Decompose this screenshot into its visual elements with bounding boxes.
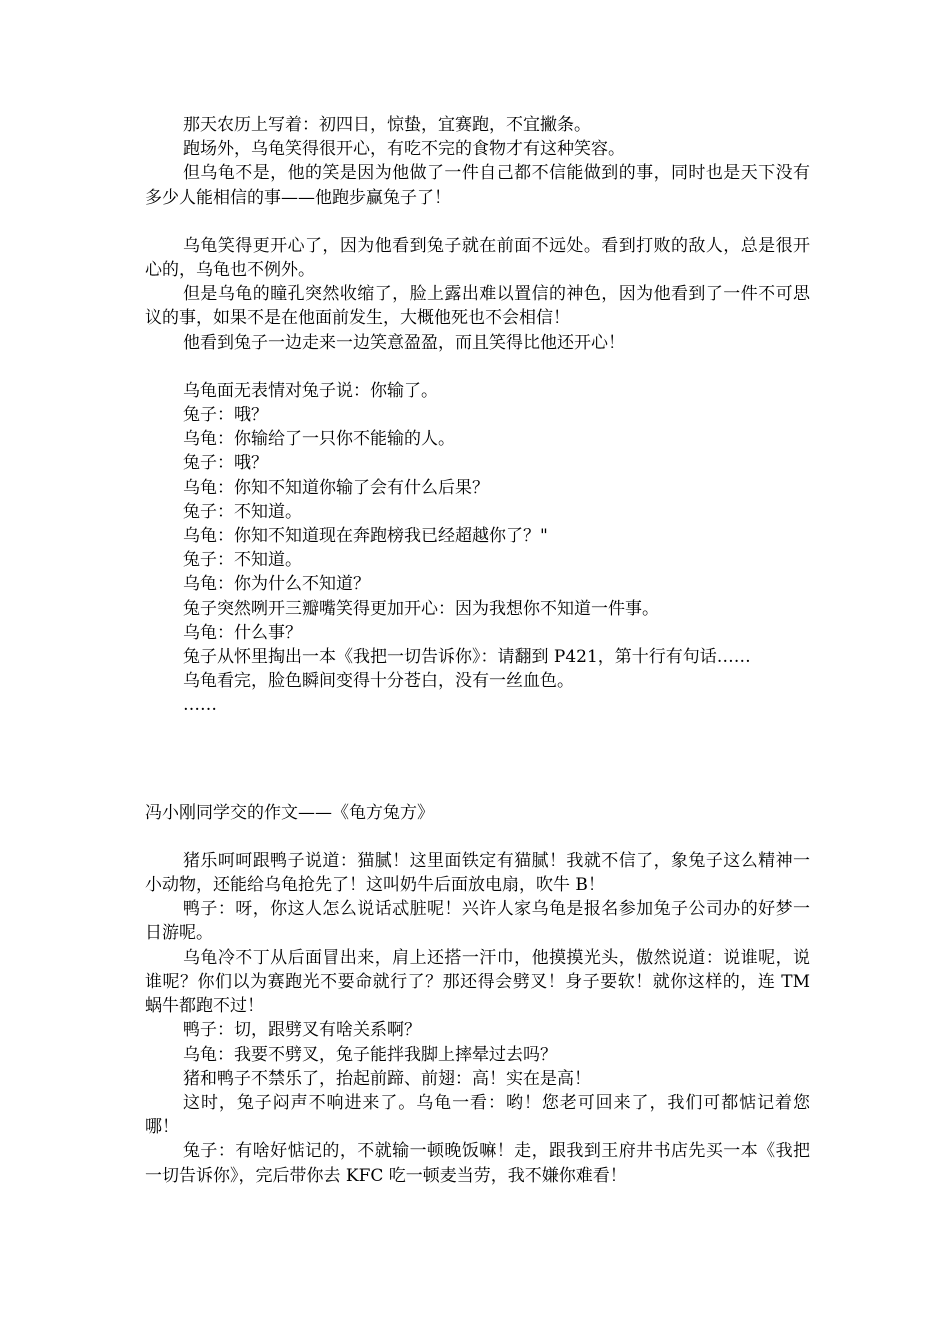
paragraph: 但是乌龟的瞳孔突然收缩了，脸上露出难以置信的神色，因为他看到了一件不可思议的事，如果不是在他面前发生，大概他死也不会相信！	[145, 284, 810, 329]
section-rabbit-appears	[145, 234, 810, 355]
paragraph-gap	[145, 825, 810, 849]
paragraph-gap	[145, 355, 810, 379]
paragraph: 跑场外，乌龟笑得很开心，有吃不完的食物才有这种笑容。	[183, 139, 625, 160]
dialogue-line: 乌龟面无表情对兔子说：你输了。	[183, 380, 438, 401]
paragraph: 乌龟：我要不劈叉，兔子能拌我脚上摔晕过去吗？	[183, 1044, 557, 1065]
section-dialogue	[145, 379, 810, 718]
dialogue-line: 乌龟：你知不知道现在奔跑榜我已经超越你了？"	[183, 526, 548, 547]
dialogue-line: 兔子：哦？	[183, 405, 268, 426]
section-gap	[145, 718, 810, 801]
paragraph: 乌龟笑得更开心了，因为他看到兔子就在前面不远处。看到打败的敌人，总是很开心的，乌龟也不例外。	[145, 235, 810, 281]
paragraph: 他看到兔子一边走来一边笑意盈盈，而且笑得比他还开心！	[183, 332, 625, 353]
dialogue-line: 兔子：不知道。	[183, 550, 302, 571]
dialogue-line: 兔子：不知道。	[183, 501, 302, 522]
dialogue-line: 乌龟：你输给了一只你不能输的人。	[183, 429, 455, 450]
paragraph: 鸭子：切，跟劈叉有啥关系啊？	[183, 1020, 421, 1041]
section-race-result	[145, 113, 810, 210]
paragraph: 鸭子：呀，你这人怎么说话忒脏呢！兴许人家乌龟是报名参加兔子公司办的好梦一日游呢。	[145, 899, 810, 944]
paragraph-gap	[145, 210, 810, 234]
paragraph: 猪和鸭子不禁乐了，抬起前蹄、前翅：高！实在是高！	[183, 1068, 591, 1089]
dialogue-line: 兔子从怀里掏出一本《我把一切告诉你》：请翻到 P421，第十行有句话……	[183, 647, 751, 668]
paragraph: 猪乐呵呵跟鸭子说道：猫腻！这里面铁定有猫腻！我就不信了，象兔子这么精神一小动物，还能给乌龟抢先了！这叫奶牛后面放电扇，吹牛 B！	[145, 850, 810, 896]
dialogue-line: 乌龟看完，脸色瞬间变得十分苍白，没有一丝血色。	[183, 671, 574, 692]
paragraph: 这时，兔子闷声不响进来了。乌龟一看：哟！您老可回来了，我们可都惦记着您哪！	[145, 1092, 810, 1138]
dialogue-line: 乌龟：你知不知道你输了会有什么后果？	[183, 477, 489, 498]
paragraph: 乌龟冷不丁从后面冒出来，肩上还搭一汗巾，他摸摸光头，傲然说道：说谁呢，说谁呢？你们以为赛跑光不要命就行了？那还得会劈叉！身子要软！就你这样的，连 TM 蜗牛都跑不过！	[145, 947, 810, 1017]
dialogue-line: 兔子：哦？	[183, 453, 268, 474]
paragraph: 但乌龟不是，他的笑是因为他做了一件自己都不信能做到的事，同时也是天下没有多少人能相信的事——他跑步赢兔子了！	[145, 163, 810, 208]
paragraph: 那天农历上写着：初四日，惊蛰，宜赛跑，不宜撇条。	[183, 115, 591, 135]
document-page	[145, 113, 810, 1188]
ellipsis-line: ……	[183, 695, 217, 716]
dialogue-line: 乌龟：你为什么不知道？	[183, 574, 370, 595]
dialogue-line: 乌龟：什么事？	[183, 622, 302, 643]
paragraph: 兔子：有啥好惦记的，不就输一顿晚饭嘛！走，跟我到王府井书店先买一本《我把一切告诉你》，完后带你去 KFC 吃一顿麦当劳，我不嫌你难看！	[145, 1141, 810, 1186]
section-essay	[145, 849, 810, 1188]
essay-title: 冯小刚同学交的作文——《龟方兔方》	[145, 802, 434, 823]
dialogue-line: 兔子突然咧开三瓣嘴笑得更加开心：因为我想你不知道一件事。	[183, 598, 659, 619]
